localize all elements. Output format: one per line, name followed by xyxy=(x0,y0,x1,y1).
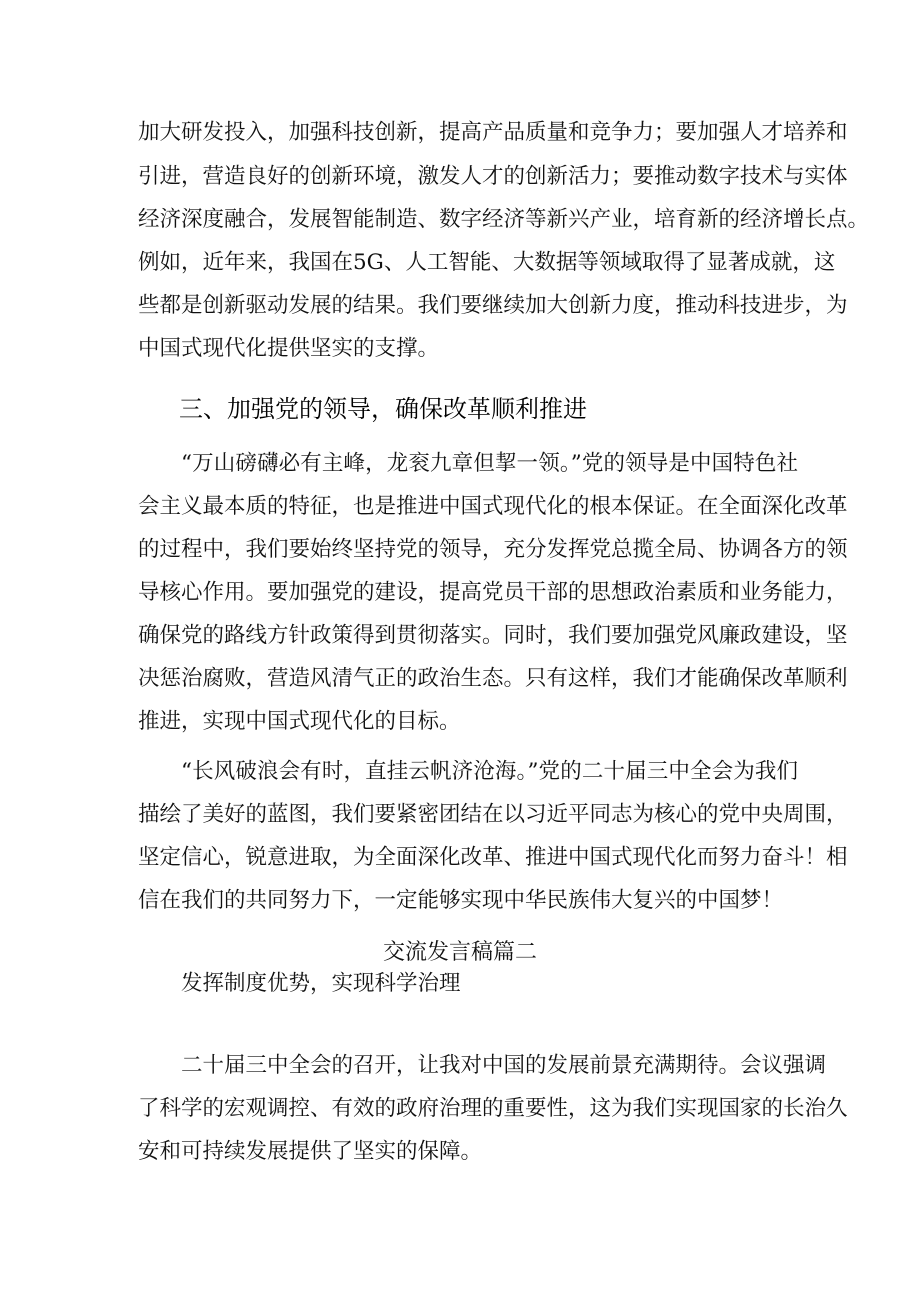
paragraph-line: 会主义最本质的特征，也是推进中国式现代化的根本保证。在全面深化改革 xyxy=(138,494,848,519)
paragraph-line: 加大研发投入，加强科技创新，提高产品质量和竞争力；要加强人才培养和 xyxy=(138,120,848,145)
paragraph-line: “长风破浪会有时，直挂云帆济沧海。”党的二十届三中全会为我们 xyxy=(181,759,798,784)
paragraph-line: 例如，近年来，我国在5G、人工智能、大数据等领域取得了显著成就，这 xyxy=(138,250,836,275)
paragraph-line: 经济深度融合，发展智能制造、数字经济等新兴产业，培育新的经济增长点。 xyxy=(138,207,870,232)
paragraph-line: 中国式现代化提供坚实的支撑。 xyxy=(138,336,440,361)
paragraph-line: 信在我们的共同努力下，一定能够实现中华民族伟大复兴的中国梦！ xyxy=(138,888,784,913)
paragraph-line: “万山磅礴必有主峰，龙衮九章但挈一领。”党的领导是中国特色社 xyxy=(181,451,798,476)
paragraph-line: 了科学的宏观调控、有效的政府治理的重要性，这为我们实现国家的长治久 xyxy=(138,1096,848,1121)
subtitle: 发挥制度优势，实现科学治理 xyxy=(181,971,461,996)
paragraph-line: 确保党的路线方针政策得到贯彻落实。同时，我们要加强党风廉政建设，坚 xyxy=(138,623,848,648)
paragraph-line: 导核心作用。要加强党的建设，提高党员干部的思想政治素质和业务能力， xyxy=(138,580,848,605)
paragraph-line: 安和可持续发展提供了坚实的保障。 xyxy=(138,1139,483,1164)
paragraph-line: 的过程中，我们要始终坚持党的领导，充分发挥党总揽全局、协调各方的领 xyxy=(138,537,848,562)
paragraph-line: 决惩治腐败，营造风清气正的政治生态。只有这样，我们才能确保改革顺利 xyxy=(138,666,848,691)
document-title: 交流发言稿篇二 xyxy=(382,940,537,965)
paragraph-line: 引进，营造良好的创新环境，激发人才的创新活力；要推动数字技术与实体 xyxy=(138,164,848,189)
paragraph-line: 坚定信心，锐意进取，为全面深化改革、推进中国式现代化而努力奋斗！相 xyxy=(138,845,848,870)
paragraph-line: 推进，实现中国式现代化的目标。 xyxy=(138,709,461,734)
paragraph-line: 描绘了美好的蓝图，我们要紧密团结在以习近平同志为核心的党中央周围， xyxy=(138,802,848,827)
section-heading: 三、加强党的领导，确保改革顺利推进 xyxy=(179,395,587,423)
paragraph-line: 些都是创新驱动发展的结果。我们要继续加大创新力度，推动科技进步，为 xyxy=(138,293,848,318)
paragraph-line: 二十届三中全会的召开，让我对中国的发展前景充满期待。会议强调 xyxy=(181,1053,827,1078)
